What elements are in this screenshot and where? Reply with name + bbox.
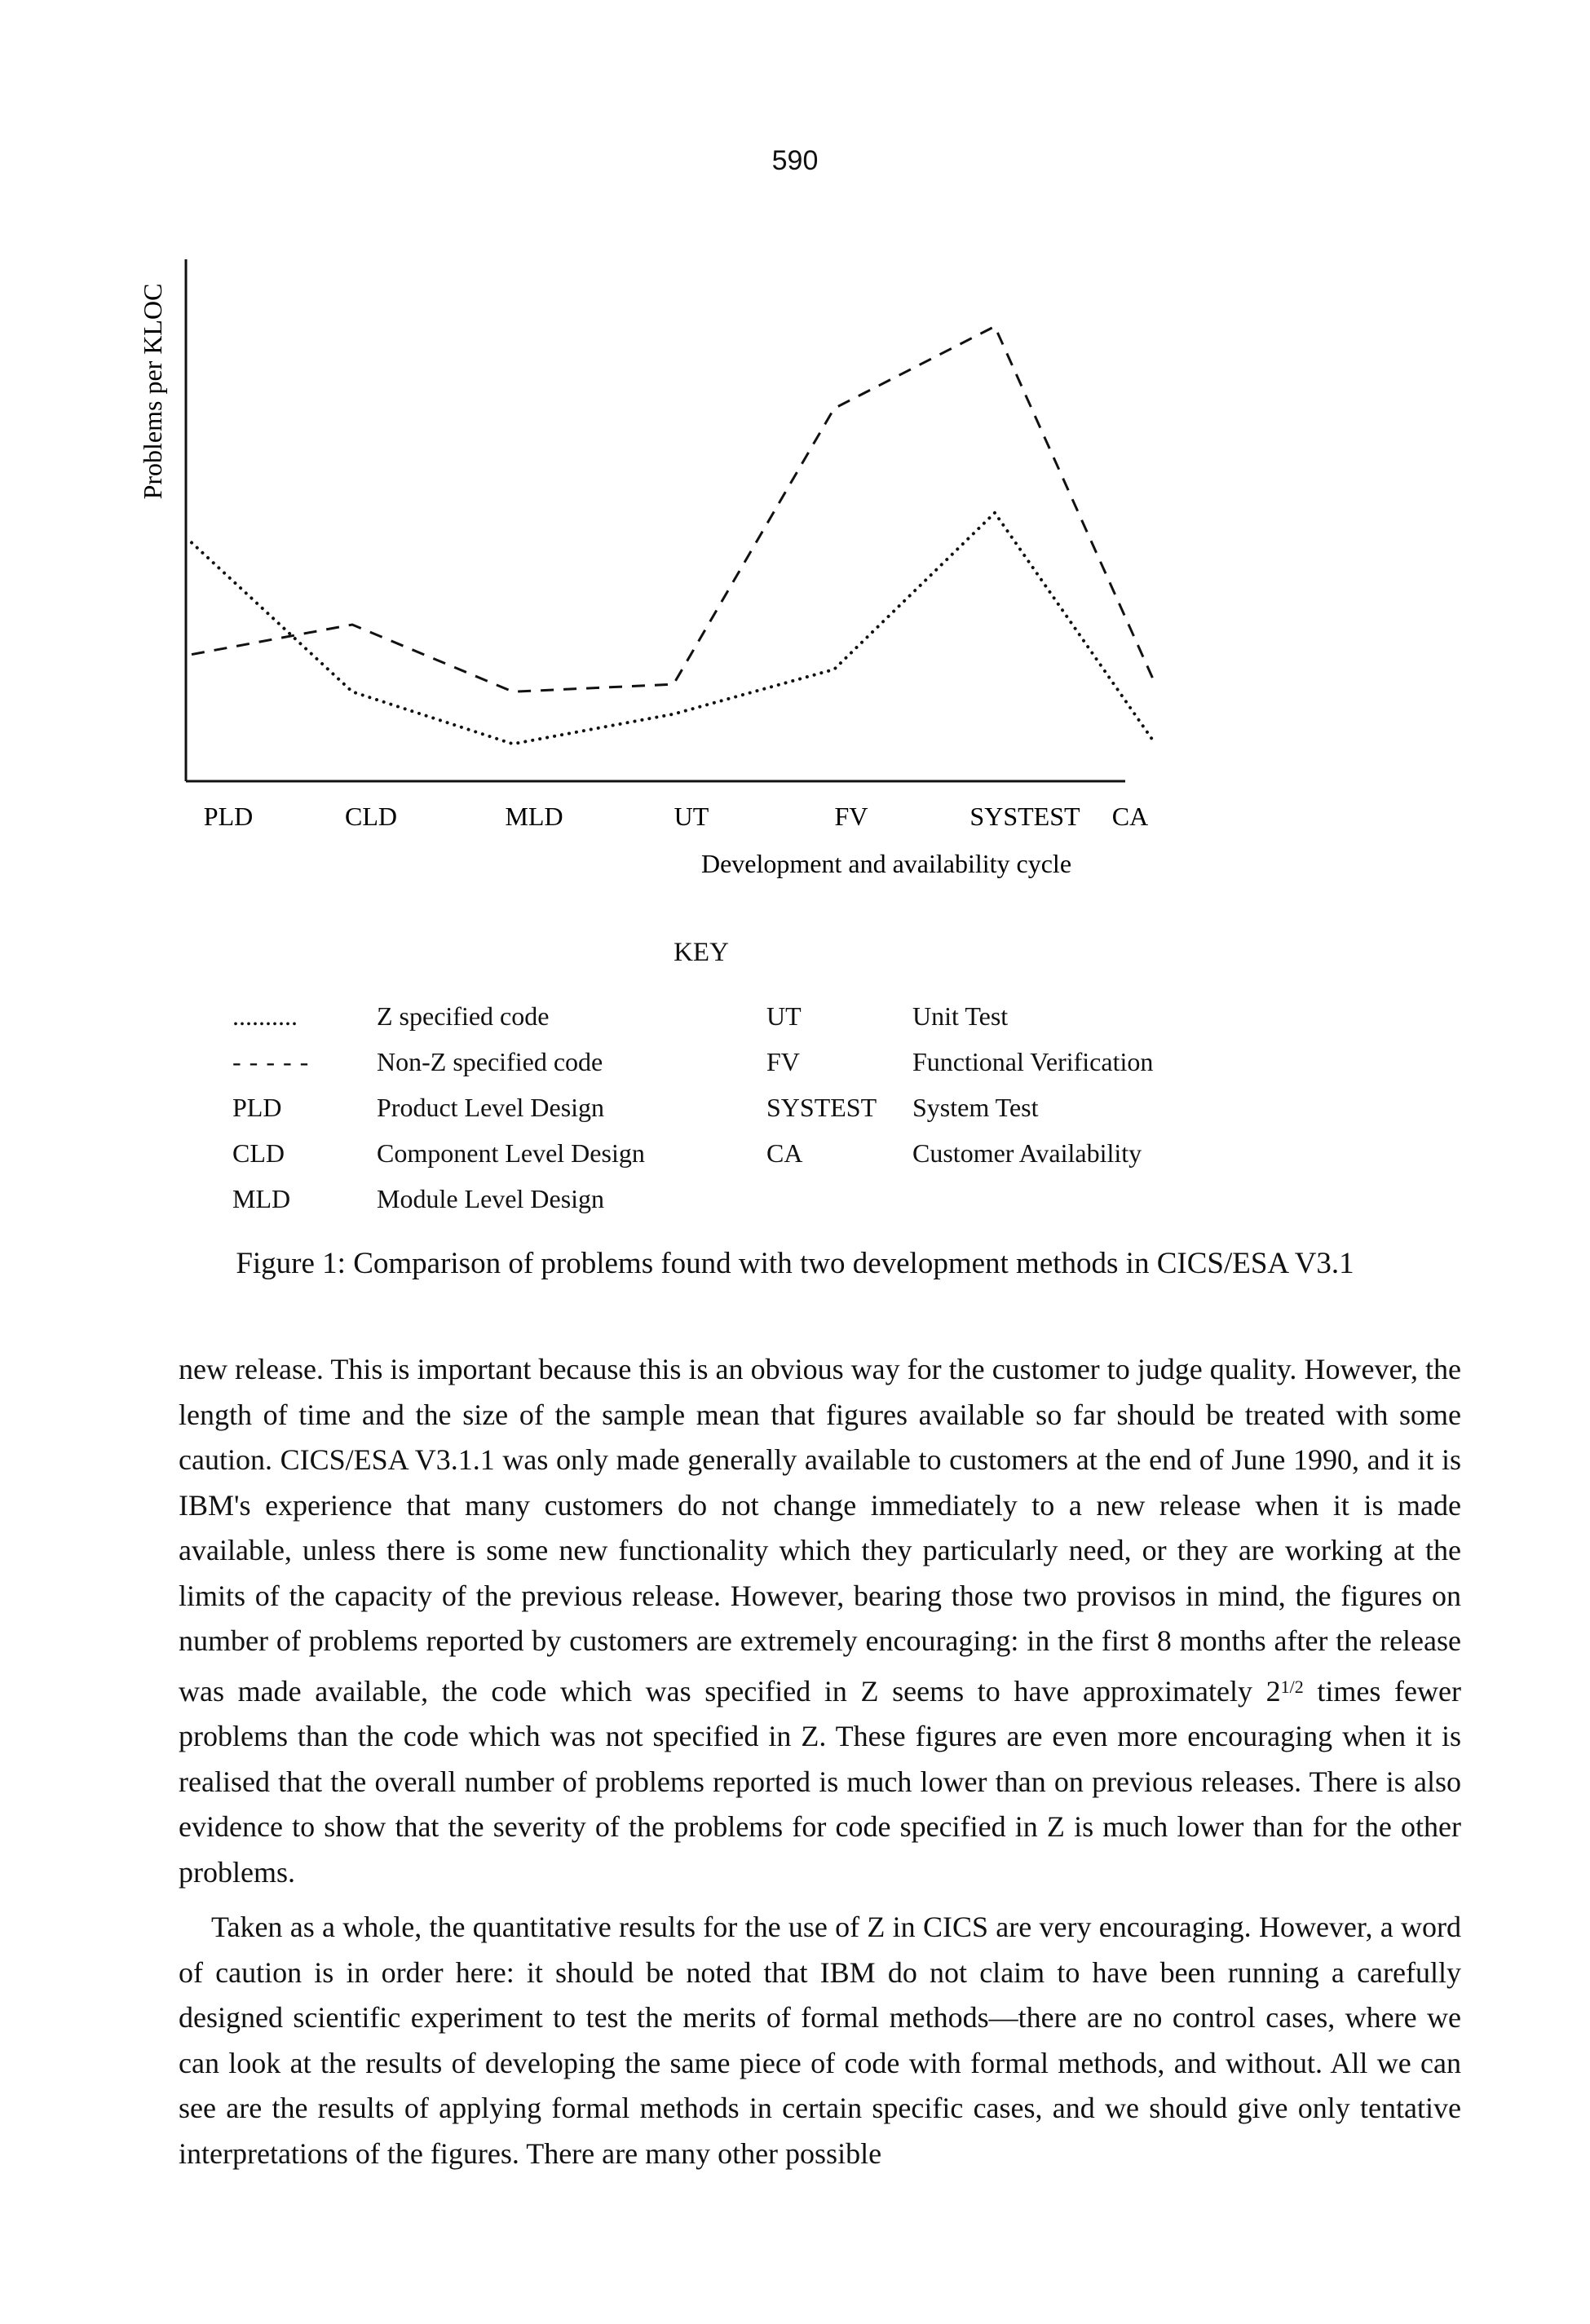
- key-description: System Test: [912, 1093, 1039, 1122]
- y-axis-label: Problems per KLOC: [138, 283, 167, 500]
- key-description: Non-Z specified code: [377, 1047, 603, 1076]
- paragraph-text: times fewer problems than the code which was not specified in Z. These figures are even more encouraging when it is realised that the overall number of problems reported is much lower than on previous releases. There is also evidence to show that the severity of the problems for code specified in Z is much lower than for the other problems.: [179, 1674, 1461, 1889]
- key-abbreviation: CA: [766, 1138, 803, 1168]
- x-tick-label: UT: [674, 802, 709, 831]
- x-tick-label: CLD: [345, 802, 397, 831]
- key-abbreviation: UT: [766, 1001, 802, 1031]
- x-axis-label: Development and availability cycle: [700, 849, 1072, 878]
- key-abbreviation: SYSTEST: [766, 1093, 877, 1122]
- key-row: [232, 1039, 803, 1085]
- key-title: KEY: [674, 938, 729, 967]
- key-description: Product Level Design: [377, 1093, 605, 1122]
- page-number: 590: [771, 145, 819, 176]
- key-left-column: [232, 993, 803, 1222]
- key-row: [232, 1176, 803, 1222]
- key-description: Customer Availability: [912, 1138, 1142, 1168]
- key-row: [766, 1085, 1337, 1130]
- key-row: [232, 1130, 803, 1176]
- body-text: [179, 1347, 1461, 2176]
- key-right-column: [766, 993, 1337, 1176]
- paragraph: [179, 1905, 1461, 2176]
- key-description: Unit Test: [912, 1001, 1009, 1031]
- problems-line-chart: [0, 0, 1590, 913]
- non-z-specified-series-line: [192, 326, 1155, 691]
- x-tick-label: CA: [1111, 802, 1149, 831]
- x-tick-label: FV: [834, 802, 868, 831]
- fraction: 1/2: [1280, 1676, 1304, 1697]
- key-description: Functional Verification: [912, 1047, 1154, 1076]
- dashed-line-symbol: - - - - -: [232, 1047, 310, 1076]
- key-description: Z specified code: [377, 1001, 550, 1031]
- key-row: [232, 1085, 803, 1130]
- x-tick-label: MLD: [505, 802, 563, 831]
- x-tick-label: PLD: [203, 802, 254, 831]
- key-row: [766, 1039, 1337, 1085]
- key-row: [232, 993, 803, 1039]
- key-abbreviation: MLD: [232, 1184, 291, 1213]
- key-row: [766, 1130, 1337, 1176]
- paragraph: [179, 1347, 1461, 1895]
- paragraph-text: Taken as a whole, the quantitative results for the use of Z in CICS are very encouraging. However, a word of caution is in order here: it should be noted that IBM do not claim to have been running a carefully designed scientific experiment to test the merits of formal methods—there are no control cases, where we can look at the results of developing the same piece of code with formal methods, and without. All we can see are the results of applying formal methods in certain specific cases, and we should give only tentative interpretations of the figures. There are many other possible: [179, 1911, 1461, 2170]
- key-abbreviation: CLD: [232, 1138, 285, 1168]
- x-tick-label: SYSTEST: [969, 802, 1080, 831]
- figure-caption: Figure 1: Comparison of problems found with two development methods in CICS/ESA V3.1: [236, 1247, 1354, 1280]
- dotted-line-symbol: ..........: [232, 1001, 298, 1031]
- paragraph-text: new release. This is important because this is an obvious way for the customer to judge quality. However, the length of time and the size of the sample mean that figures available so far should be treated with some caution. CICS/ESA V3.1.1 was only made generally available to customers at the end of June 1990, and it is IBM's experience that many customers do not change immediately to a new release when it is made available, unless there is some new functionality which they particularly need, or they are working at the limits of the capacity of the previous release. However, bearing those two provisos in mind, the figures on number of problems reported by customers are extremely encouraging: in the first 8 months after the release was made available, the code which was specified in Z seems to have approximately 2: [179, 1353, 1461, 1708]
- key-abbreviation: FV: [766, 1047, 800, 1076]
- key-row: [766, 993, 1337, 1039]
- key-description: Component Level Design: [377, 1138, 645, 1168]
- key-description: Module Level Design: [377, 1184, 605, 1213]
- key-abbreviation: PLD: [232, 1093, 282, 1122]
